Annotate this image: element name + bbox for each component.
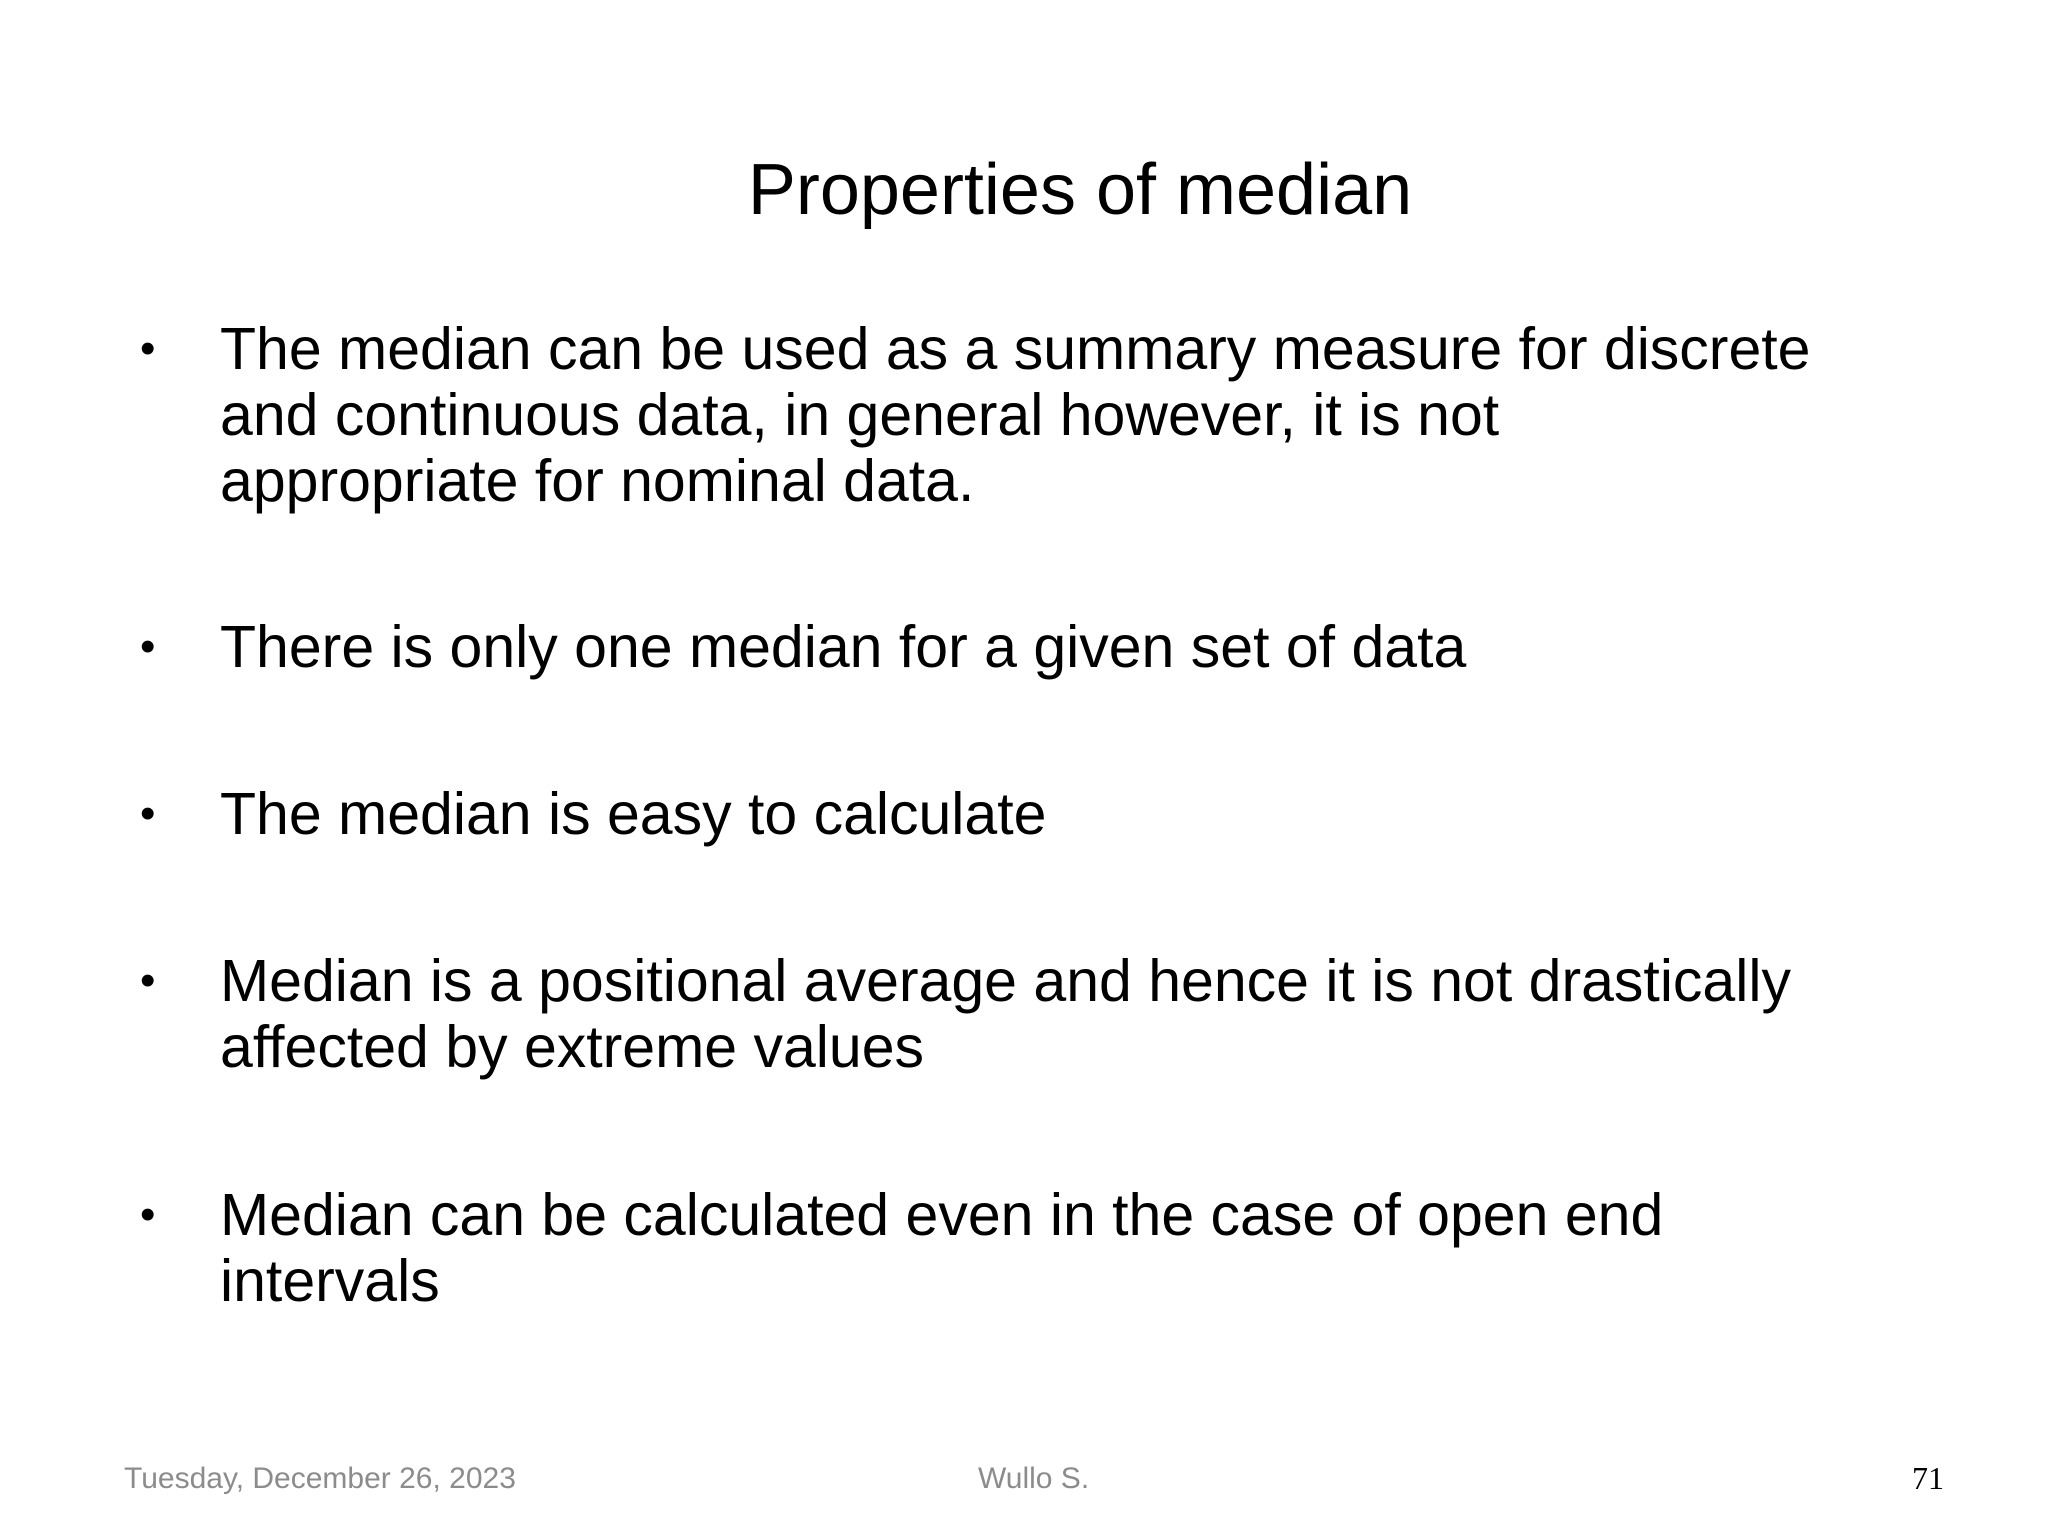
bullet-text: There is only one median for a given set of data	[220, 614, 1467, 680]
bullet-icon: •	[140, 1190, 156, 1239]
bullet-icon: •	[140, 789, 156, 838]
bullet-text: Median can be calculated even in the case of open end intervals	[220, 1182, 1664, 1314]
bullet-icon: •	[140, 324, 156, 373]
bullet-text: The median is easy to calculate	[220, 781, 1047, 847]
footer-date: Tuesday, December 26, 2023	[124, 1462, 516, 1495]
bullet-icon: •	[140, 956, 156, 1005]
slide-title: Properties of median	[747, 150, 1413, 230]
bullet-icon: •	[140, 622, 156, 671]
page-number: 71	[1912, 1460, 1944, 1496]
bullet-text: Median is a positional average and hence it is not drastically affected by extreme values	[220, 948, 1791, 1080]
footer-author: Wullo S.	[978, 1462, 1090, 1495]
bullet-text: The median can be used as a summary measure for discrete and continuous data, in general however, it is not appropriate for nominal data.	[220, 316, 1811, 514]
